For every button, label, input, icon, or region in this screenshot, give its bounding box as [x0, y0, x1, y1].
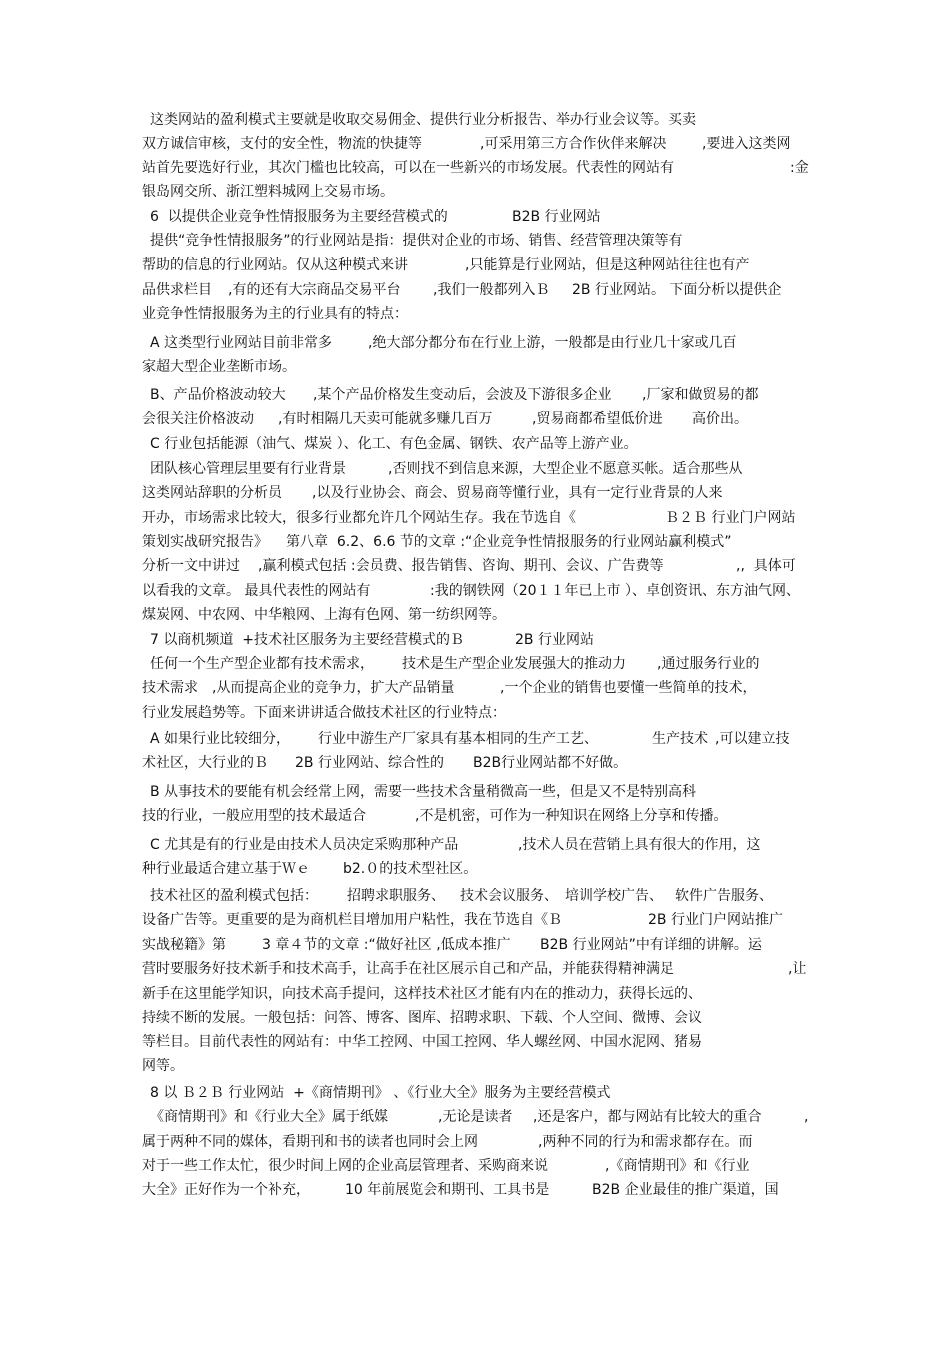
text-segment: 对于一些工作太忙，很少时间上网的企业高层管理者、采购商来说	[142, 1158, 548, 1174]
text-segment: 招聘求职服务、	[347, 888, 445, 904]
text-segment: 团队核心管理层里要有行业背景	[150, 461, 346, 477]
text-line	[0, 355, 950, 379]
text-segment: 营时要服务好技术新手和技术高手，让高手在社区展示自己和产品，并能获得精神满足	[142, 961, 674, 977]
text-segment: 7 以商机频道 +技术社区服务为主要经营模式的Ｂ	[150, 632, 464, 648]
text-segment: 8 以 Ｂ２Ｂ 行业网站 +《商情期刊》 、《行业大全》服务为主要经营模式	[150, 1085, 611, 1101]
text-line	[0, 554, 950, 578]
text-segment: ,通过服务行业的	[657, 656, 760, 672]
text-line	[0, 579, 950, 603]
text-segment: 品供求栏目	[142, 282, 212, 298]
text-line	[0, 804, 950, 828]
text-segment: 网等。	[142, 1058, 184, 1074]
text-line	[0, 676, 950, 700]
text-segment: C 尤其是有的行业是由技术人员决定采购那种产品	[150, 837, 459, 853]
text-line	[0, 1054, 950, 1078]
text-segment: 种行业最适合建立基于Ｗｅ	[142, 861, 310, 877]
text-segment: 10 年前展览会和期刊、工具书是	[345, 1182, 550, 1198]
text-segment: ,无论是读者	[438, 1109, 513, 1125]
text-segment: ,, 具体可	[736, 558, 796, 574]
text-segment: 技术社区的盈利模式包括：	[150, 888, 318, 904]
text-line	[0, 1030, 950, 1054]
text-segment: 高价出。	[692, 411, 748, 427]
text-segment: A 如果行业比较细分，	[150, 731, 291, 747]
text-segment: ,绝大部分都分布在行业上游，一般都是由行业几十家或几百	[368, 335, 737, 351]
text-segment: 技术会议服务、	[460, 888, 558, 904]
text-segment: ,	[804, 1109, 809, 1125]
text-segment: ,有的还有大宗商品交易平台	[228, 282, 401, 298]
text-segment: 开办，市场需求比较大，很多行业都允许几个网站生存。我在节选自《	[142, 510, 576, 526]
text-segment: ,让	[788, 961, 807, 977]
text-segment: C 行业包括能源（油气、煤炭 ）、化工、有色金属、钢铁、农产品等上游产业。	[150, 436, 638, 452]
text-line	[0, 1154, 950, 1178]
text-segment: 以看我的文章。 最具代表性的网站有	[142, 583, 371, 599]
text-segment: 技的行业，一般应用型的技术最适合	[142, 808, 366, 824]
text-line	[0, 1105, 950, 1129]
text-segment: ,不是机密，可作为一种知识在网络上分享和传播。	[415, 808, 728, 824]
text-line	[0, 1081, 950, 1105]
text-line	[0, 833, 950, 857]
text-line	[0, 1006, 950, 1030]
text-line	[0, 652, 950, 676]
text-line	[0, 383, 950, 407]
text-segment: 这类网站的盈利模式主要就是收取交易佣金、提供行业分析报告、举办行业会议等。买卖	[150, 112, 696, 128]
text-segment: ,以及行业协会、商会、贸易商等懂行业，具有一定行业背景的人来	[312, 485, 723, 501]
text-segment: 等栏目。目前代表性的网站有：中华工控网、中国工控网、华人螺丝网、中国水泥网、猪易	[142, 1034, 702, 1050]
text-segment: ,贸易商都希望低价进	[532, 411, 663, 427]
text-segment: 行业中游生产厂家具有基本相同的生产工艺、	[318, 731, 598, 747]
text-line	[0, 407, 950, 431]
text-segment: 双方诚信审核，支付的安全性，物流的快捷等	[142, 136, 422, 152]
text-line	[0, 1178, 950, 1202]
text-line	[0, 933, 950, 957]
text-line	[0, 506, 950, 530]
text-segment: B 从事技术的要能有机会经常上网，需要一些技术含量稍微高一些，但是又不是特别高科	[150, 784, 697, 800]
text-segment: 任何一个生产型企业都有技术需求，	[150, 656, 374, 672]
text-segment: 2B 行业网站、综合性的	[295, 755, 444, 771]
text-segment: B、产品价格波动较大	[150, 387, 286, 403]
text-segment: 3 章４节的文章 :“做好社区 ,低成本推广	[262, 937, 511, 953]
text-segment: ,要进入这类网	[702, 136, 791, 152]
text-segment: 大全》正好作为一个补充，	[142, 1182, 310, 1198]
text-segment: ,某个产品价格发生变动后，会波及下游很多企业	[313, 387, 612, 403]
text-line	[0, 432, 950, 456]
text-segment: 行业发展趋势等。下面来讲讲适合做技术社区的行业特点：	[142, 705, 506, 721]
text-segment: 持续不断的发展。一般包括：问答、博客、图库、招聘求职、下载、个人空间、微博、会议	[142, 1010, 702, 1026]
text-line	[0, 957, 950, 981]
text-segment: ,从而提高企业的竞争力，扩大产品销量	[212, 680, 455, 696]
text-segment: 煤炭网、中农网、中华粮网、上海有色网、第一纺织网等。	[142, 607, 506, 623]
text-segment: 站首先要选好行业，其次门槛也比较高，可以在一些新兴的市场发展。代表性的网站有	[142, 160, 674, 176]
text-line	[0, 302, 950, 326]
text-segment: B2B行业网站都不好做。	[473, 755, 628, 771]
text-segment: 技术需求	[142, 680, 198, 696]
text-segment: 提供“竞争性情报服务”的行业网站是指：提供对企业的市场、销售、经营管理决策等有	[150, 233, 683, 249]
text-segment: b2.０的技术型社区。	[343, 861, 478, 877]
text-segment: 生产技术	[652, 731, 708, 747]
text-segment: 新手在这里能学知识，向技术高手提问，这样技术社区才能有内在的推动力，获得长远的、	[142, 986, 702, 1002]
text-line	[0, 229, 950, 253]
text-segment: ,技术人员在营销上具有很大的作用，这	[518, 837, 761, 853]
text-line	[0, 857, 950, 881]
text-segment: 技术是生产型企业发展强大的推动力	[402, 656, 626, 672]
text-segment: 这类网站辞职的分析员	[142, 485, 282, 501]
text-segment: Ｂ２Ｂ 行业门户网站	[665, 510, 796, 526]
text-segment: B2B 企业最佳的推广渠道，国	[592, 1182, 779, 1198]
text-line	[0, 331, 950, 355]
text-line	[0, 727, 950, 751]
text-line	[0, 253, 950, 277]
text-segment: 设备广告等。更重要的是为商机栏目增加用户粘性，我在节选自《Ｂ	[142, 912, 562, 928]
text-segment: 家超大型企业垄断市场。	[142, 359, 296, 375]
text-segment: ,有时相隔几天卖可能就多赚几百万	[278, 411, 493, 427]
text-segment: ,我们一般都列入Ｂ	[433, 282, 550, 298]
text-segment: B2B 行业网站”中有详细的讲解。运	[540, 937, 762, 953]
text-segment: 帮助的信息的行业网站。仅从这种模式来讲	[142, 257, 408, 273]
text-segment: 软件广告服务、	[675, 888, 773, 904]
text-line	[0, 628, 950, 652]
text-line	[0, 481, 950, 505]
text-segment: 实战秘籍》第	[142, 937, 226, 953]
text-line	[0, 982, 950, 1006]
text-segment: 策划实战研究报告》	[142, 534, 268, 550]
text-segment: ,只能算是行业网站，但是这种网站往往也有产	[465, 257, 750, 273]
text-segment: B2B 行业网站	[512, 209, 601, 225]
text-line	[0, 1130, 950, 1154]
text-segment: 银岛网交所、浙江塑料城网上交易市场。	[142, 184, 394, 200]
text-line	[0, 108, 950, 132]
text-line	[0, 278, 950, 302]
text-segment: :金	[790, 160, 809, 176]
text-segment: ,《商情期刊》和《行业	[605, 1158, 750, 1174]
text-segment: 业竞争性情报服务为主的行业具有的特点：	[142, 306, 408, 322]
text-segment: 2B 行业网站	[515, 632, 594, 648]
text-segment: ,两种不同的行为和需求都存在。而	[538, 1134, 753, 1150]
text-line	[0, 780, 950, 804]
text-segment: ,一个企业的销售也要懂一些简单的技术，	[500, 680, 757, 696]
text-segment: ,厂家和做贸易的都	[642, 387, 759, 403]
text-segment: 6 以提供企业竞争性情报服务为主要经营模式的	[150, 209, 448, 225]
text-segment: ,赢利模式包括 :会员费、报告销售、咨询、期刊、会议、广告费等	[258, 558, 664, 574]
text-segment: 属于两种不同的媒体，看期刊和书的读者也同时会上网	[142, 1134, 478, 1150]
text-line	[0, 603, 950, 627]
text-line	[0, 884, 950, 908]
text-segment: 《商情期刊》和《行业大全》属于纸媒	[150, 1109, 388, 1125]
text-line	[0, 132, 950, 156]
text-line	[0, 908, 950, 932]
text-line	[0, 701, 950, 725]
text-line	[0, 205, 950, 229]
text-segment: ,可采用第三方合作伙伴来解决	[480, 136, 667, 152]
text-segment: 2B 行业门户网站推广	[648, 912, 783, 928]
text-segment: ,否则找不到信息来源，大型企业不愿意买帐。适合那些从	[388, 461, 743, 477]
text-segment: A 这类型行业网站目前非常多	[150, 335, 333, 351]
text-line	[0, 457, 950, 481]
text-segment: 培训学校广告、	[565, 888, 663, 904]
text-line	[0, 751, 950, 775]
text-segment: 2B 行业网站。 下面分析以提供企	[572, 282, 782, 298]
text-segment: ,还是客户，都与网站有比较大的重合	[533, 1109, 762, 1125]
text-segment: ,可以建立技	[715, 731, 790, 747]
text-segment: :我的钢铁网（20１１年已上市 ）、卓创资讯、东方油气网、	[430, 583, 800, 599]
text-segment: 术社区，大行业的Ｂ	[142, 755, 268, 771]
text-segment: 会很关注价格波动	[142, 411, 254, 427]
text-segment: 分析一文中讲过	[142, 558, 240, 574]
text-line	[0, 180, 950, 204]
text-line	[0, 156, 950, 180]
text-line	[0, 530, 950, 554]
text-segment: 第八章 6.2、6.6 节的文章 :“企业竞争性情报服务的行业网站赢利模式”	[286, 534, 732, 550]
